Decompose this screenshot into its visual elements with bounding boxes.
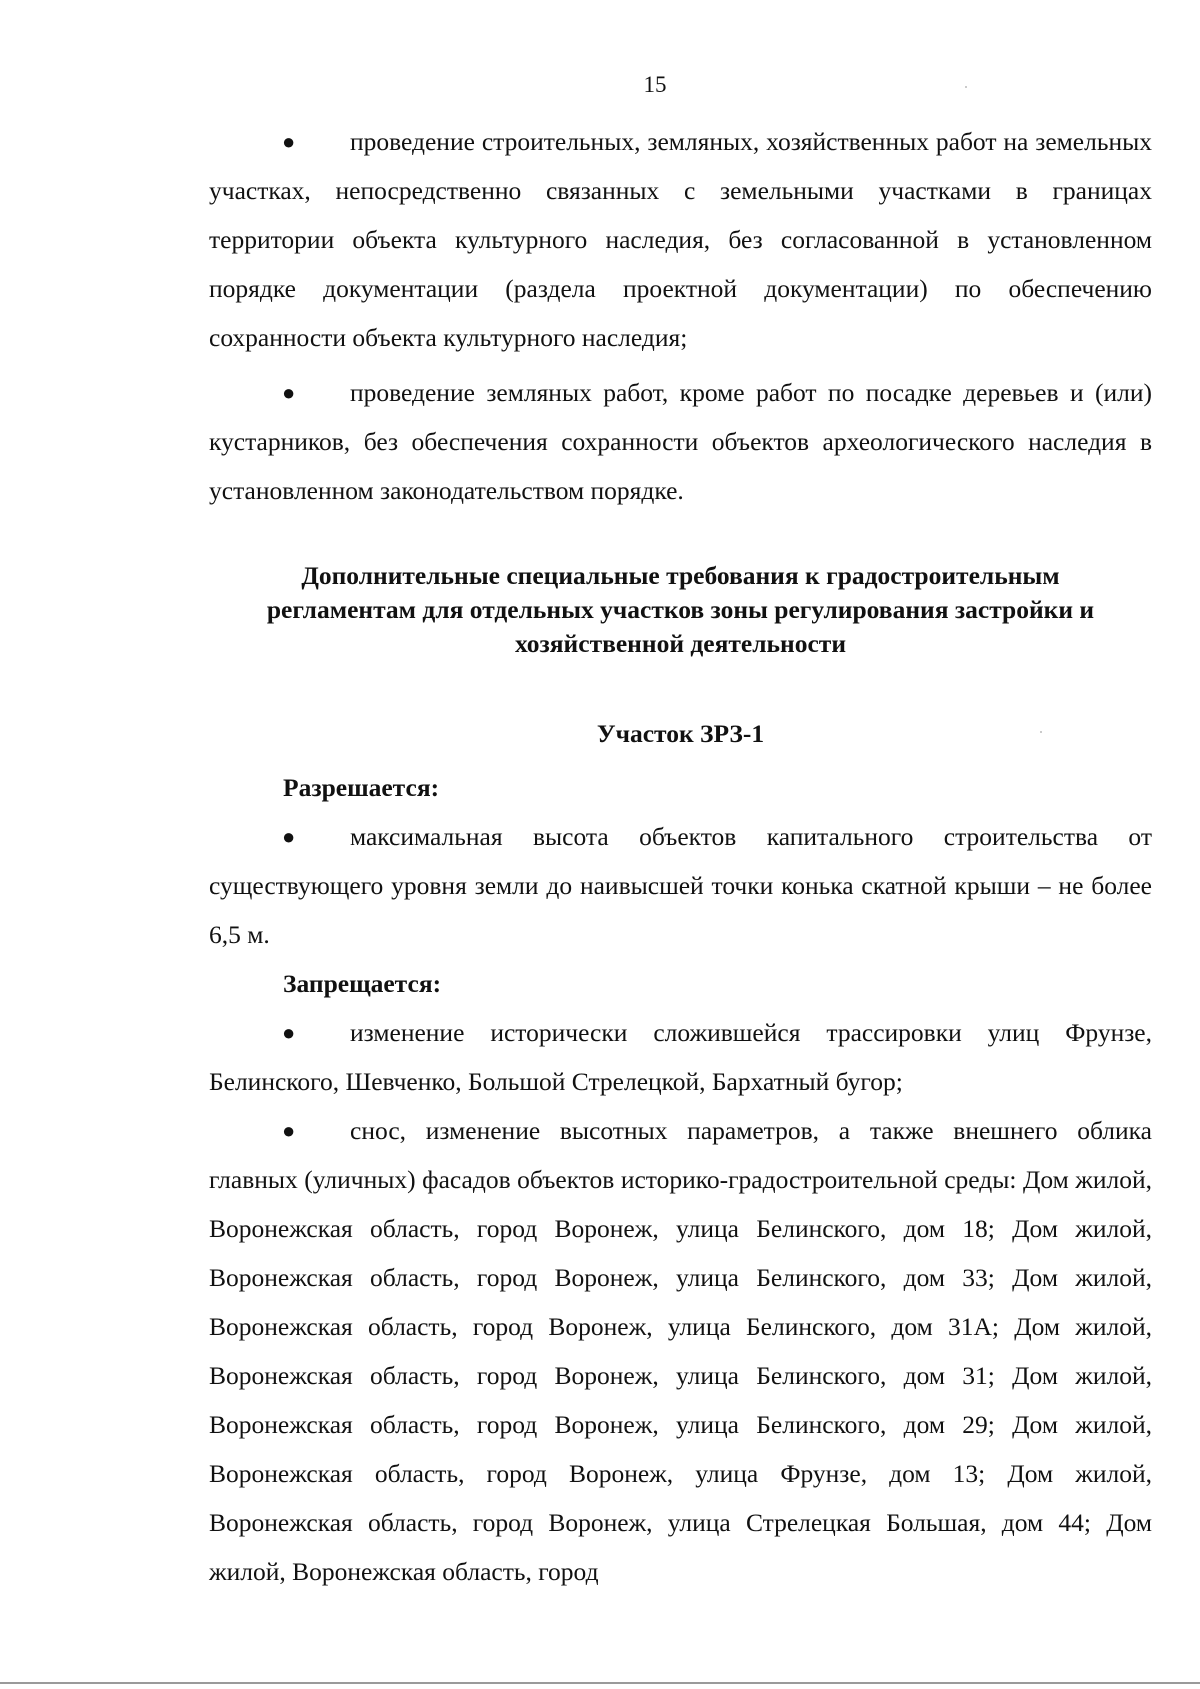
- scan-speck: [1040, 731, 1042, 733]
- bullet-icon: ●: [282, 824, 296, 849]
- list-item: [209, 368, 1152, 515]
- list-item-text: максимальная высота объектов капитального строительства от существующего уровня земли до наивысшей точки конька скатной крыши – не более 6,5 м.: [209, 822, 1152, 949]
- list-item-text: снос, изменение высотных параметров, а также внешнего облика главных (уличных) фасадов объектов историко-градостроительной среды: Дом жилой, Воронежская область, город Воронеж, улица Белинского, дом 18; Дом жилой, Воронежская область, город Воронеж, улица Белинского, дом 33; Дом жилой, Воронежская область, город Воронеж, улица Белинского, дом 31А; Дом жилой, Воронежская область, город Воронеж, улица Белинского, дом 31; Дом жилой, Воронежская область, город Воронеж, улица Белинского, дом 29; Дом жилой, Воронежская область, город Воронеж, улица Фрунзе, дом 13; Дом жилой, Воронежская область, город Воронеж, улица Стрелецкая Большая, дом 44; Дом жилой, Воронежская область, город: [209, 1116, 1152, 1586]
- list-item: [209, 1008, 1152, 1106]
- list-item-text: проведение земляных работ, кроме работ по посадке деревьев и (или) кустарников, без обеспечения сохранности объектов археологического наследия в установленном законодательством порядке.: [209, 378, 1152, 505]
- list-item: [209, 812, 1152, 959]
- bullet-icon: ●: [282, 380, 296, 405]
- bullet-icon: ●: [282, 129, 296, 154]
- bullet-icon: ●: [282, 1118, 296, 1143]
- list-item-text: проведение строительных, земляных, хозяйственных работ на земельных участках, непосредственно связанных с земельными участками в границах территории объекта культурного наследия, без согласованной в установленном порядке документации (раздела проектной документации) по обеспечению сохранности объекта культурного наследия;: [209, 127, 1152, 352]
- section-heading-line: хозяйственной деятельности: [514, 629, 847, 658]
- page-bottom-edge: [0, 1682, 1200, 1684]
- page-number: 15: [643, 72, 667, 97]
- list-item: [209, 1106, 1152, 1596]
- subsection-heading: Участок ЗРЗ-1: [596, 719, 765, 748]
- list-item: [209, 117, 1152, 362]
- prohibited-label: Запрещается:: [283, 969, 442, 998]
- page-content: [209, 117, 1152, 1596]
- bullet-icon: ●: [282, 1020, 296, 1045]
- list-item-text: изменение исторически сложившейся трассировки улиц Фрунзе, Белинского, Шевченко, Большой Стрелецкой, Бархатный бугор;: [209, 1018, 1152, 1096]
- section-heading-line: Дополнительные специальные требования к градостроительным: [301, 561, 1060, 590]
- allowed-label: Разрешается:: [283, 773, 440, 802]
- scan-speck: [965, 86, 967, 88]
- section-heading: [209, 559, 1152, 661]
- section-heading-line: регламентам для отдельных участков зоны регулирования застройки и: [266, 595, 1095, 624]
